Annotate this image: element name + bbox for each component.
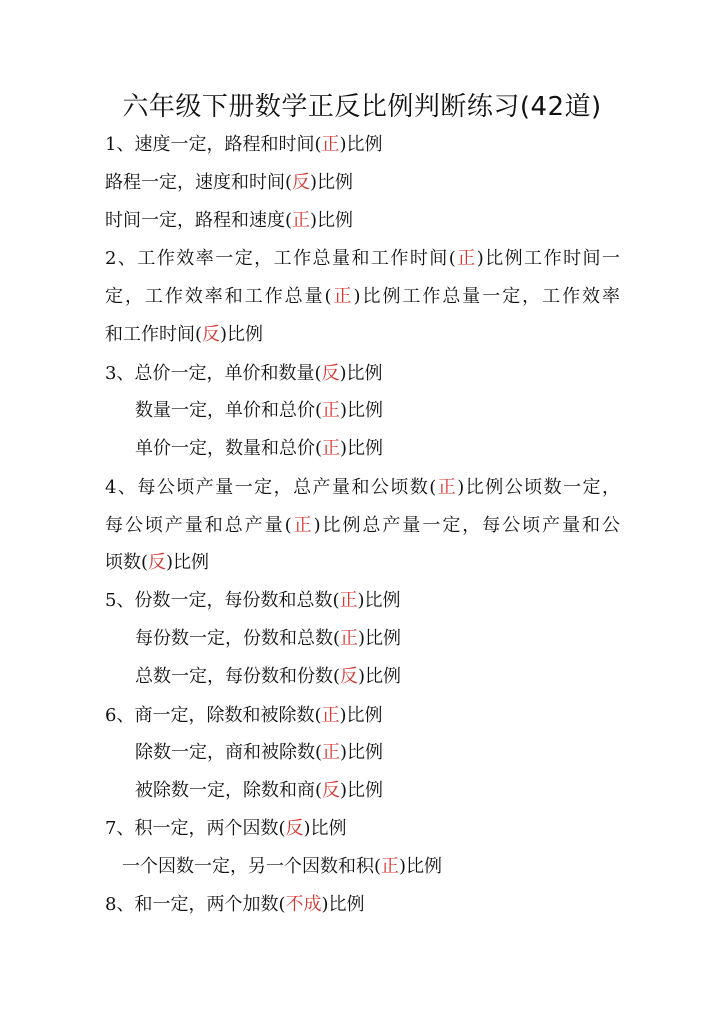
line-text: )比例: [166, 552, 210, 573]
line-text: )比例: [310, 172, 354, 193]
line-text: 7、积一定，两个因数(: [105, 818, 286, 839]
answer-text: 反: [285, 818, 304, 839]
exercise-line: [105, 247, 620, 271]
line-text: )比例: [339, 705, 383, 726]
exercise-line: [135, 627, 401, 651]
line-text: 每份数一定，份数和总数(: [135, 628, 341, 649]
answer-text: 正: [322, 400, 341, 421]
answer-text: 正: [455, 248, 477, 269]
answer-text: 反: [148, 552, 167, 573]
exercise-line: [105, 476, 620, 500]
answer-text: 反: [340, 666, 359, 687]
line-text: 3、总价一定，单价和数量(: [105, 363, 322, 384]
line-text: )比例: [339, 134, 383, 155]
line-text: )比例: [340, 780, 384, 801]
line-text: 6、商一定，除数和被除数(: [105, 705, 322, 726]
line-text: 时间一定，路程和速度(: [105, 210, 293, 231]
exercise-line: [105, 704, 383, 728]
line-text: 一个因数一定，另一个因数和积(: [122, 856, 382, 877]
exercise-line: [135, 437, 383, 461]
exercise-line: [105, 323, 263, 347]
line-text: 数量一定，单价和总价(: [135, 400, 323, 421]
answer-text: 正: [292, 210, 311, 231]
answer-text: 反: [202, 324, 221, 345]
line-text: )比例: [220, 324, 264, 345]
line-text: 每公顷产量和总产量(: [105, 515, 292, 536]
line-text: )比例: [358, 628, 402, 649]
line-text: 定，工作效率和工作总量(: [105, 286, 332, 307]
exercise-line: [105, 551, 209, 575]
line-text: 总数一定，每份数和份数(: [135, 666, 341, 687]
line-text: )比例: [340, 438, 384, 459]
line-text: )比例: [399, 856, 443, 877]
answer-text: 反: [292, 172, 311, 193]
answer-text: 反: [321, 363, 340, 384]
line-text: 和工作时间(: [105, 324, 203, 345]
exercise-line: [105, 171, 353, 195]
line-text: )比例总产量一定，每公顷产量和公: [313, 515, 620, 536]
exercise-line: [122, 855, 442, 879]
exercise-line: [135, 779, 383, 803]
line-text: 被除数一定，除数和商(: [135, 780, 323, 801]
line-text: )比例公顷数一定，: [457, 477, 621, 498]
exercise-line: [105, 133, 383, 157]
line-text: )比例: [303, 818, 347, 839]
exercise-line: [105, 285, 620, 309]
page-title: 六年级下册数学正反比例判断练习(42道): [122, 92, 602, 122]
answer-text: 正: [291, 515, 314, 536]
exercise-line: [105, 514, 620, 538]
line-text: 4、每公顷产量一定，总产量和公顷数(: [105, 477, 437, 498]
answer-text: 正: [340, 628, 359, 649]
line-text: 5、份数一定，每份数和总数(: [105, 590, 340, 611]
answer-text: 正: [381, 856, 400, 877]
answer-text: 正: [321, 134, 340, 155]
answer-text: 正: [436, 477, 458, 498]
line-text: )比例: [310, 210, 354, 231]
line-text: )比例: [357, 590, 401, 611]
line-text: 1、速度一定，路程和时间(: [105, 134, 322, 155]
line-text: 单价一定，数量和总价(: [135, 438, 323, 459]
answer-text: 不成: [285, 894, 322, 915]
answer-text: 正: [322, 742, 341, 763]
answer-text: 反: [322, 780, 341, 801]
line-text: 8、和一定，两个加数(: [105, 894, 286, 915]
line-text: 顷数(: [105, 552, 149, 573]
line-text: )比例工作总量一定，工作效率: [353, 286, 620, 307]
exercise-line: [105, 362, 383, 386]
line-text: )比例: [358, 666, 402, 687]
line-text: )比例: [340, 742, 384, 763]
line-text: )比例工作时间一: [476, 248, 620, 269]
line-text: 除数一定，商和被除数(: [135, 742, 323, 763]
exercise-line: [105, 817, 347, 841]
answer-text: 正: [339, 590, 358, 611]
line-text: )比例: [339, 363, 383, 384]
exercise-line: [135, 741, 383, 765]
answer-text: 正: [321, 705, 340, 726]
line-text: 路程一定，速度和时间(: [105, 172, 293, 193]
exercise-line: [105, 589, 401, 613]
exercise-line: [105, 893, 365, 917]
answer-text: 正: [322, 438, 341, 459]
line-text: )比例: [340, 400, 384, 421]
line-text: 2、工作效率一定，工作总量和工作时间(: [105, 248, 456, 269]
exercise-line: [135, 665, 401, 689]
exercise-line: [135, 399, 383, 423]
answer-text: 正: [331, 286, 354, 307]
line-text: )比例: [321, 894, 365, 915]
exercise-line: [105, 209, 353, 233]
